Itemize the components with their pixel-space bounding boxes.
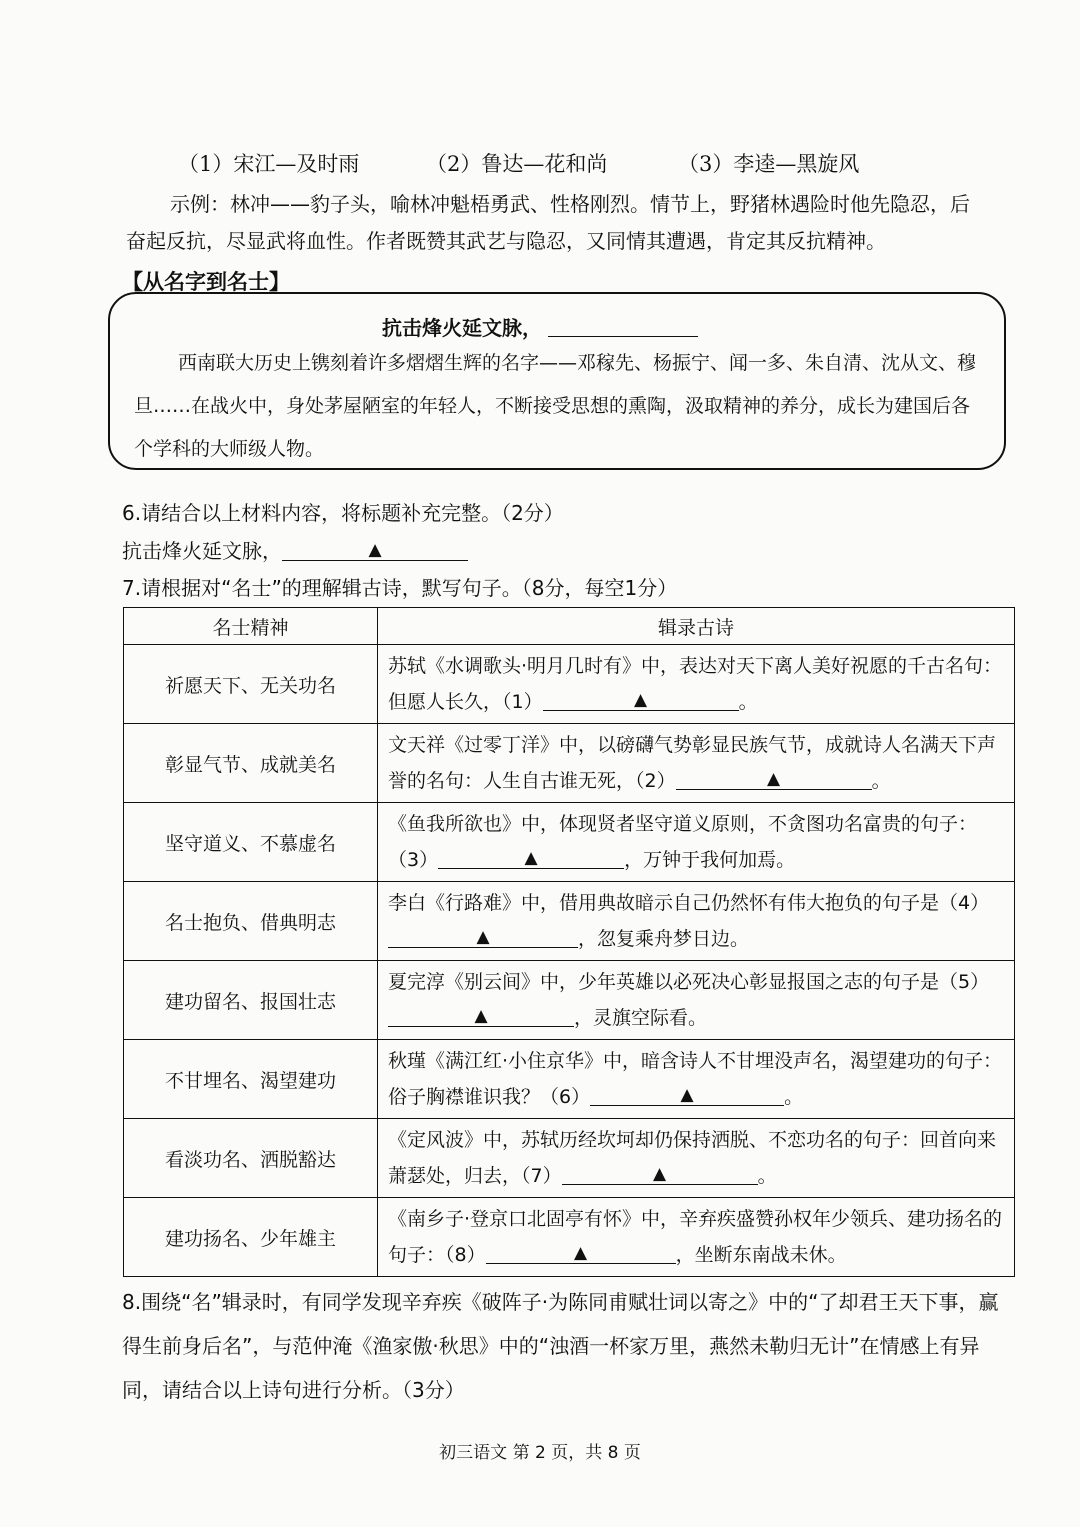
material-text: 西南联大历史上镌刻着许多熠熠生辉的名字——邓稼先、杨振宁、闻一多、朱自清、沈从文、穆旦……在战火中，身处茅屋陋室的年轻人，不断接受思想的熏陶，汲取精神的养分，成长为建国后各个学科的大师级人物。	[134, 352, 977, 460]
question-7-prompt: 7.请根据对“名士”的理解辑古诗，默写句子。（8分，每空1分）	[122, 576, 678, 600]
table-row	[124, 961, 1015, 1040]
poem-text: 《南乡子·登京口北固亭有怀》中，辛弃疾盛赞孙权年少领兵、建功扬名的句子：（8）	[388, 1208, 1003, 1266]
table-row	[124, 1198, 1015, 1277]
poem-tail: 。	[738, 691, 758, 713]
poem-text: 秋瑾《满江红·小住京华》中，暗含诗人不甘埋没声名，渴望建功的句子：俗子胸襟谁识我？（6）	[388, 1050, 1003, 1108]
table-row	[124, 882, 1015, 961]
table-row	[124, 1119, 1015, 1198]
poem-cell	[378, 645, 1015, 724]
spirit-cell: 不甘埋名、渴望建功	[124, 1040, 378, 1119]
material-title	[0, 312, 1080, 341]
triangle-marker: ▲	[634, 690, 648, 710]
section-heading: 【从名字到名士】	[122, 270, 290, 294]
spirit-cell: 祈愿天下、无关功名	[124, 645, 378, 724]
poem-cell	[378, 803, 1015, 882]
triangle-marker: ▲	[524, 848, 538, 868]
poem-text: 文天祥《过零丁洋》中，以磅礴气势彰显民族气节，成就诗人名满天下声誉的名句：人生自古谁无死，（2）	[388, 734, 997, 792]
spirit-cell: 名士抱负、借典明志	[124, 882, 378, 961]
triangle-marker: ▲	[653, 1164, 667, 1184]
answer-blank[interactable]	[562, 1164, 758, 1185]
poem-text: 《定风波》中，苏轼历经坎坷却仍保持洒脱、不恋功名的句子：回首向来萧瑟处，归去，（7）	[388, 1129, 997, 1187]
poem-tail: ，坐断东南战未休。	[675, 1244, 847, 1266]
triangle-marker: ▲	[767, 769, 781, 789]
title-blank	[548, 318, 698, 337]
poem-cell	[378, 724, 1015, 803]
spirit-cell: 彰显气节、成就美名	[124, 724, 378, 803]
question-6-prompt: 6.请结合以上材料内容，将标题补充完整。（2分）	[122, 501, 564, 525]
answer-blank[interactable]	[282, 540, 468, 561]
spirit-cell: 建功扬名、少年雄主	[124, 1198, 378, 1277]
poem-text: 李白《行路难》中，借用典故暗示自己仍然怀有伟大抱负的句子是（4）	[388, 892, 990, 914]
answer-blank[interactable]	[676, 769, 872, 790]
answer-blank[interactable]	[438, 848, 624, 869]
triangle-marker: ▲	[574, 1243, 588, 1263]
poem-cell	[378, 882, 1015, 961]
triangle-marker: ▲	[476, 927, 490, 947]
poem-text: 苏轼《水调歌头·明月几时有》中，表达对天下离人美好祝愿的千古名句：但愿人长久，（1）	[388, 655, 1003, 713]
answer-prefix: 抗击烽火延文脉，	[122, 539, 282, 563]
poem-tail: 。	[871, 770, 891, 792]
spirit-cell: 看淡功名、洒脱豁达	[124, 1119, 378, 1198]
question-6-answer	[122, 535, 468, 564]
poem-tail: ，忽复乘舟梦日边。	[578, 928, 750, 950]
material-title-text: 抗击烽火延文脉，	[382, 316, 542, 340]
option-3: （3）李逵—黑旋风	[678, 152, 860, 176]
poem-text: 夏完淳《别云间》中，少年英雄以必死决心彰显报国之志的句子是（5）	[388, 971, 990, 993]
poem-tail: 。	[784, 1086, 804, 1108]
option-2: （2）鲁达—花和尚	[426, 152, 608, 176]
table-row	[124, 1040, 1015, 1119]
answer-blank[interactable]	[543, 690, 739, 711]
answer-blank[interactable]	[388, 1006, 574, 1027]
page-footer: 初三语文 第 2 页，共 8 页	[439, 1443, 641, 1463]
header-spirit: 名士精神	[124, 608, 378, 645]
question-8-prompt: 8.围绕“名”辑录时，有同学发现辛弃疾《破阵子·为陈同甫赋壮词以寄之》中的“了却君王天下事，赢得生前身后名”，与范仲淹《渔家傲·秋思》中的“浊酒一杯家万里，燕然未勒归无计”在情感上有异同，请结合以上诗句进行分析。（3分）	[122, 1290, 999, 1402]
table-row	[124, 724, 1015, 803]
header-poems: 辑录古诗	[378, 608, 1015, 645]
poem-cell	[378, 1198, 1015, 1277]
poem-table	[123, 607, 1015, 1277]
answer-blank[interactable]	[590, 1085, 784, 1106]
triangle-marker: ▲	[368, 540, 382, 560]
table-row	[124, 645, 1015, 724]
poem-cell	[378, 961, 1015, 1040]
spirit-cell: 建功留名、报国壮志	[124, 961, 378, 1040]
poem-tail: 。	[757, 1165, 777, 1187]
poem-cell	[378, 1040, 1015, 1119]
poem-text: 《鱼我所欲也》中，体现贤者坚守道义原则，不贪图功名富贵的句子：（3）	[388, 813, 978, 871]
triangle-marker: ▲	[680, 1085, 694, 1105]
option-1: （1）宋江—及时雨	[178, 152, 360, 176]
poem-tail: ，灵旗空际看。	[574, 1007, 708, 1029]
table-header-row	[124, 608, 1015, 645]
triangle-marker: ▲	[474, 1006, 488, 1026]
spirit-cell: 坚守道义、不慕虚名	[124, 803, 378, 882]
table-row	[124, 803, 1015, 882]
answer-blank[interactable]	[486, 1243, 676, 1264]
poem-tail: ，万钟于我何加焉。	[624, 849, 796, 871]
example-paragraph: 示例：林冲——豹子头，喻林冲魁梧勇武、性格刚烈。情节上，野猪林遇险时他先隐忍，后奋起反抗，尽显武将血性。作者既赞其武艺与隐忍，又同情其遭遇，肯定其反抗精神。	[126, 192, 970, 253]
poem-cell	[378, 1119, 1015, 1198]
answer-blank[interactable]	[388, 927, 578, 948]
